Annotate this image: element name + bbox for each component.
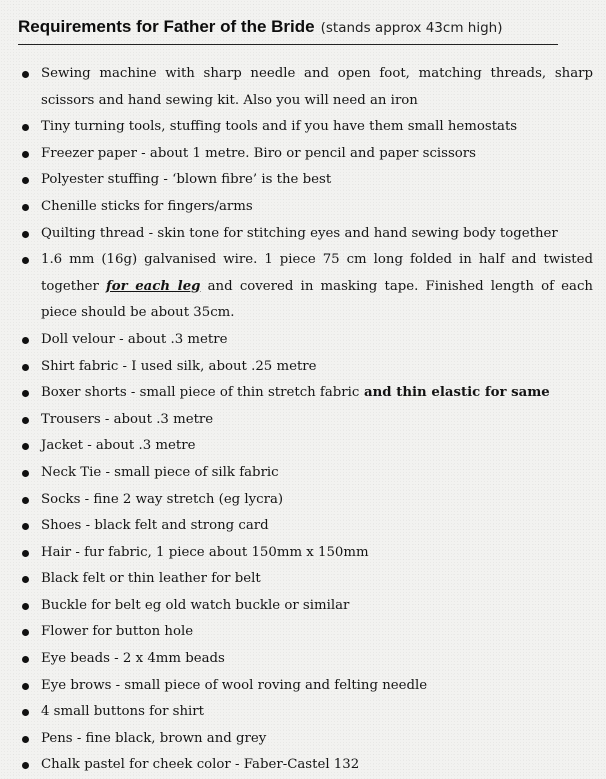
- item-text: Jacket - about .3 metre: [41, 438, 196, 454]
- item-text: Shoes - black felt and strong card: [41, 518, 269, 534]
- item-text: Sewing machine with sharp needle and open foot, matching threads, sharp scissors and hand sewing kit. Also you will need an iron: [41, 66, 593, 108]
- item-text: Freezer paper - about 1 metre. Biro or pencil and paper scissors: [41, 145, 476, 161]
- list-item: [18, 247, 593, 327]
- list-item: [18, 673, 593, 700]
- list-item: [18, 61, 593, 114]
- item-text: 1.6 mm (16g) galvanised wire. 1 piece 75 cm long folded in half and twisted together: [41, 252, 593, 294]
- list-item: [18, 726, 593, 753]
- list-item: [18, 566, 593, 593]
- list-item: [18, 487, 593, 514]
- list-item: [18, 167, 593, 194]
- item-text: Chalk pastel for cheek color - Faber-Castel 132: [41, 757, 360, 773]
- list-item: [18, 460, 593, 487]
- item-text: 4 small buttons for shirt: [41, 704, 205, 720]
- list-item: [18, 407, 593, 434]
- item-text: Tiny turning tools, stuffing tools and if you have them small hemostats: [41, 119, 518, 135]
- item-text: Flower for button hole: [41, 624, 194, 640]
- page-subtitle: (stands approx 43cm high): [320, 20, 503, 36]
- item-text: Neck Tie - small piece of silk fabric: [41, 464, 279, 480]
- item-text: Chenille sticks for fingers/arms: [41, 198, 253, 214]
- item-text-continued: and covered in masking tape. Finished length of each piece should be about 35cm.: [41, 278, 593, 321]
- list-item: [18, 540, 593, 567]
- item-text: Socks - fine 2 way stretch (eg lycra): [41, 491, 284, 507]
- list-item: [18, 327, 593, 354]
- item-text-bold: and thin elastic for same: [359, 385, 550, 401]
- list-item: [18, 221, 593, 248]
- item-emphasis: for each leg: [106, 278, 201, 294]
- item-text: Pens - fine black, brown and grey: [41, 730, 267, 746]
- item-text: Hair - fur fabric, 1 piece about 150mm x 150mm: [41, 544, 369, 560]
- list-item: [18, 354, 593, 381]
- item-text: Eye brows - small piece of wool roving and felting needle: [41, 677, 428, 693]
- item-text: Doll velour - about .3 metre: [41, 331, 228, 347]
- item-text: Buckle for belt eg old watch buckle or similar: [41, 597, 350, 613]
- item-text: Quilting thread - skin tone for stitching eyes and hand sewing body together: [41, 225, 558, 241]
- page-heading: [18, 14, 558, 45]
- item-text: Boxer shorts - small piece of thin stretch fabric: [41, 385, 360, 401]
- list-item: [18, 699, 593, 726]
- list-item: [18, 593, 593, 620]
- page-title: Requirements for Father of the Bride: [18, 17, 315, 36]
- list-item: [18, 646, 593, 673]
- list-item: [18, 114, 593, 141]
- list-item: [18, 752, 593, 779]
- requirements-list: [18, 61, 593, 779]
- list-item: [18, 513, 593, 540]
- list-item: [18, 194, 593, 221]
- item-text: Trousers - about .3 metre: [41, 411, 214, 427]
- item-text: Black felt or thin leather for belt: [41, 571, 261, 587]
- item-text: Shirt fabric - I used silk, about .25 metre: [41, 358, 317, 374]
- list-item: [18, 141, 593, 168]
- list-item: [18, 380, 593, 407]
- item-text: Polyester stuffing - ‘blown fibre’ is the best: [41, 172, 332, 188]
- list-item: [18, 619, 593, 646]
- item-text: Eye beads - 2 x 4mm beads: [41, 651, 225, 667]
- list-item: [18, 433, 593, 460]
